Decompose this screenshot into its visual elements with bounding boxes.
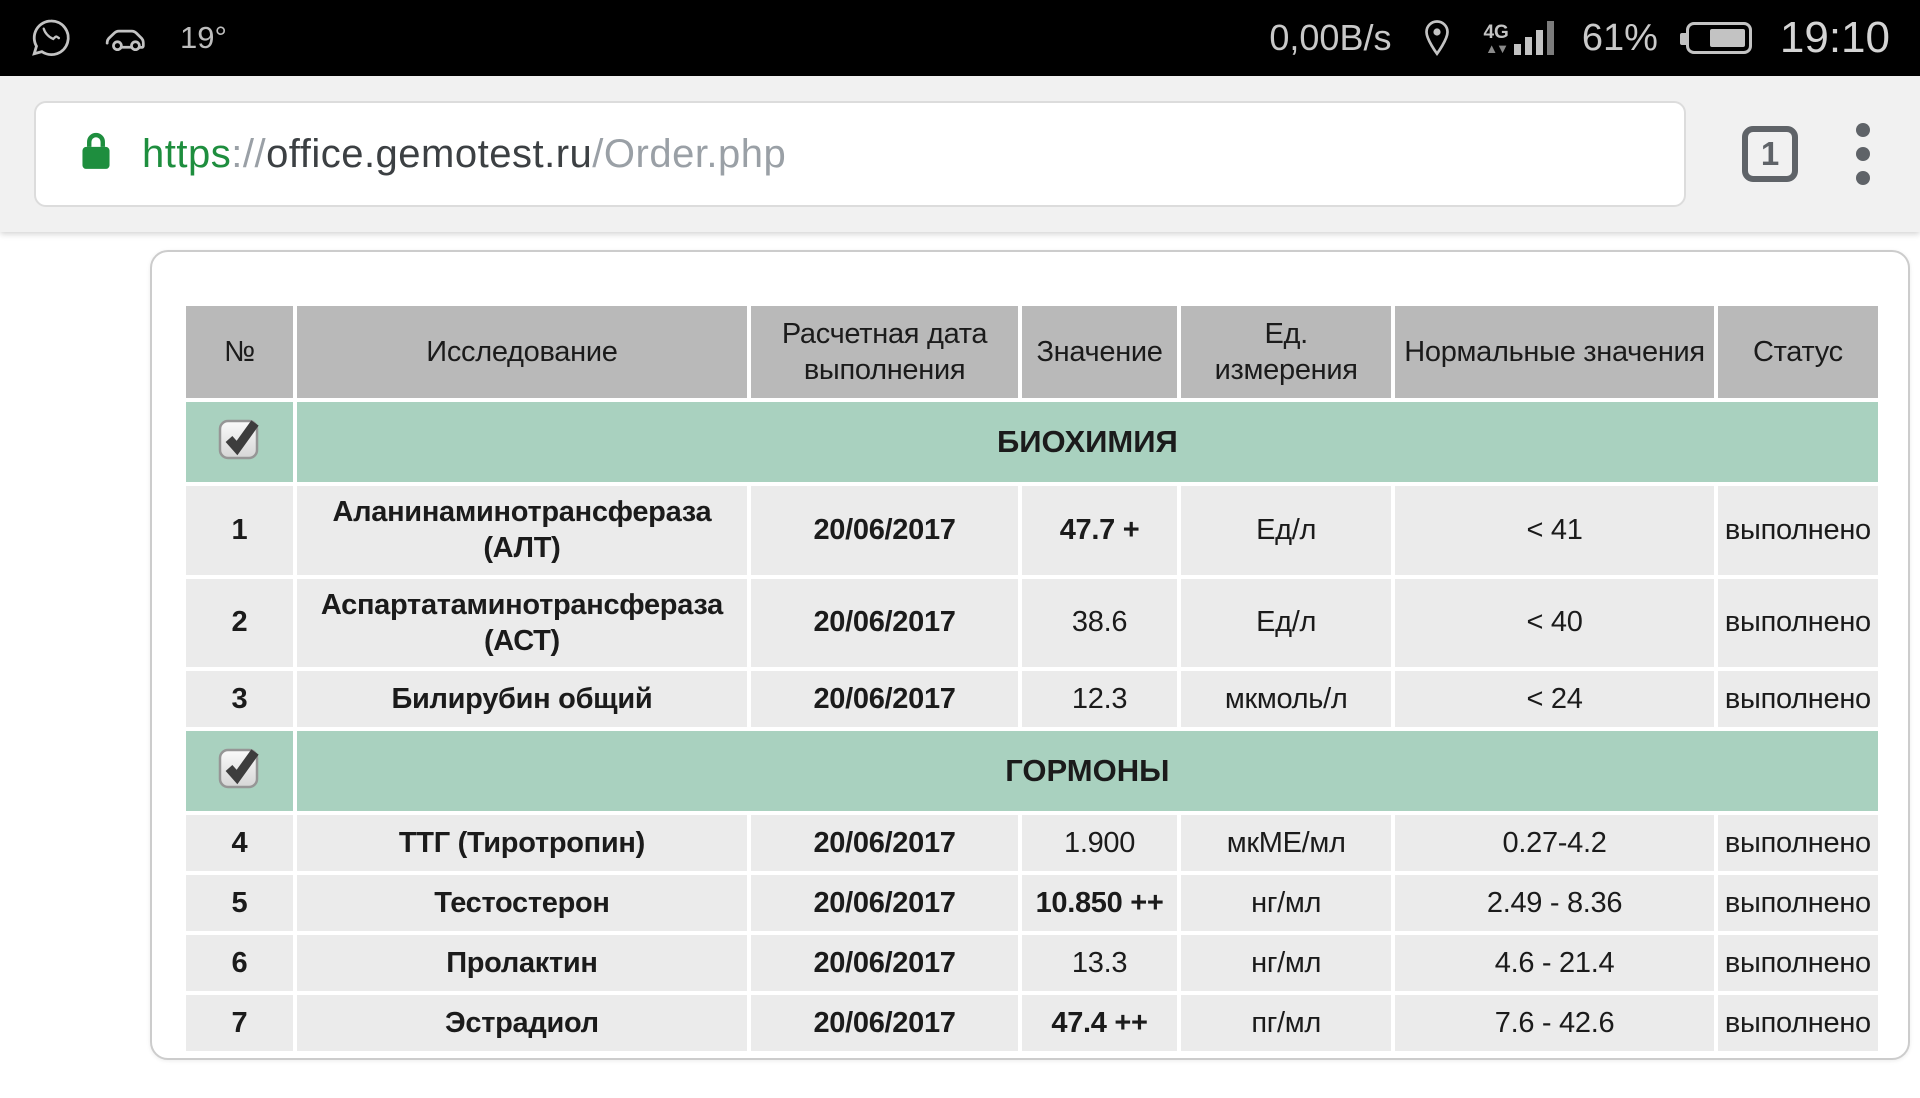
header-normal-range: Нормальные значения [1395, 306, 1714, 398]
cell-norm: 2.49 - 8.36 [1395, 875, 1714, 931]
network-speed: 0,00B/s [1269, 17, 1392, 58]
section-title: ГОРМОНЫ [297, 731, 1878, 811]
table-row [186, 815, 1878, 871]
whatsapp-icon [30, 17, 72, 59]
cell-value: 38.6 [1022, 579, 1177, 668]
table-row [186, 579, 1878, 668]
cell-norm: < 40 [1395, 579, 1714, 668]
cell-num: 5 [186, 875, 293, 931]
section-checkbox-cell[interactable] [186, 731, 293, 811]
cell-num: 4 [186, 815, 293, 871]
cell-norm: 7.6 - 42.6 [1395, 995, 1714, 1051]
header-value: Значение [1022, 306, 1177, 398]
cell-value: 10.850 ++ [1022, 875, 1177, 931]
tab-switcher-button[interactable] [1742, 126, 1798, 182]
browser-menu-button[interactable] [1850, 117, 1876, 191]
car-icon [102, 21, 150, 55]
data-arrows-icon: ▲▼ [1485, 41, 1508, 56]
url-separator: :// [231, 131, 267, 176]
cell-value: 1.900 [1022, 815, 1177, 871]
signal-bars-icon [1514, 21, 1554, 55]
cell-norm: 0.27-4.2 [1395, 815, 1714, 871]
temperature-indicator: 19° [180, 20, 227, 55]
cell-value: 13.3 [1022, 935, 1177, 991]
cell-num: 1 [186, 486, 293, 575]
url-host: office.gemotest.ru [266, 131, 593, 176]
section-checkbox-cell[interactable] [186, 402, 293, 482]
cell-num: 3 [186, 671, 293, 727]
partial-next-row [182, 1059, 1878, 1060]
cell-status: выполнено [1718, 671, 1878, 727]
location-icon [1419, 18, 1455, 58]
section-title: БИОХИМИЯ [297, 402, 1878, 482]
section-header-row [186, 731, 1878, 811]
table-row [186, 486, 1878, 575]
url-scheme: https [142, 131, 232, 176]
cell-unit: нг/мл [1181, 935, 1391, 991]
cell-status: выполнено [1718, 579, 1878, 668]
cell-status: выполнено [1718, 995, 1878, 1051]
cell-name: Аланинаминотрансфераза (АЛТ) [297, 486, 747, 575]
page-content [0, 250, 1920, 1098]
cell-status: выполнено [1718, 486, 1878, 575]
cell-date: 20/06/2017 [751, 875, 1018, 931]
results-card [150, 250, 1910, 1060]
clock: 19:10 [1779, 13, 1890, 62]
url-bar[interactable] [34, 101, 1686, 207]
header-due-date: Расчетная дата выполнения [751, 306, 1018, 398]
url-path: /Order.php [592, 131, 787, 176]
section-checkbox[interactable] [216, 744, 262, 790]
table-row [186, 995, 1878, 1051]
cell-num: 7 [186, 995, 293, 1051]
cell-date: 20/06/2017 [751, 935, 1018, 991]
table-header-row [186, 306, 1878, 398]
battery-icon [1686, 22, 1752, 54]
header-number: № [186, 306, 293, 398]
cell-unit: мкмоль/л [1181, 671, 1391, 727]
cell-unit: Ед/л [1181, 486, 1391, 575]
cell-value: 47.4 ++ [1022, 995, 1177, 1051]
cell-name: Пролактин [297, 935, 747, 991]
cell-date: 20/06/2017 [751, 671, 1018, 727]
table-row [186, 671, 1878, 727]
cell-unit: Ед/л [1181, 579, 1391, 668]
cell-name: Тестостерон [297, 875, 747, 931]
cell-norm: 4.6 - 21.4 [1395, 935, 1714, 991]
results-table-body [186, 402, 1878, 1051]
cell-value: 12.3 [1022, 671, 1177, 727]
section-checkbox[interactable] [216, 415, 262, 461]
cell-unit: нг/мл [1181, 875, 1391, 931]
cell-name: Эстрадиол [297, 995, 747, 1051]
cell-name: ТТГ (Тиротропин) [297, 815, 747, 871]
cell-num: 2 [186, 579, 293, 668]
cell-date: 20/06/2017 [751, 995, 1018, 1051]
results-table [182, 302, 1882, 1055]
network-type: 4G [1483, 22, 1509, 43]
url-text[interactable] [142, 132, 786, 177]
cell-status: выполнено [1718, 815, 1878, 871]
cell-date: 20/06/2017 [751, 486, 1018, 575]
lock-icon[interactable] [78, 130, 114, 179]
cell-unit: пг/мл [1181, 995, 1391, 1051]
cell-date: 20/06/2017 [751, 579, 1018, 668]
tab-count: 1 [1760, 135, 1780, 172]
battery-percent: 61% [1581, 16, 1658, 59]
table-row [186, 935, 1878, 991]
cell-value: 47.7 + [1022, 486, 1177, 575]
cell-name: Аспартатаминотрансфераза (АСТ) [297, 579, 747, 668]
cell-unit: мкМЕ/мл [1181, 815, 1391, 871]
header-test-name: Исследование [297, 306, 747, 398]
section-header-row [186, 402, 1878, 482]
header-status: Статус [1718, 306, 1878, 398]
cell-norm: < 24 [1395, 671, 1714, 727]
cell-date: 20/06/2017 [751, 815, 1018, 871]
cell-status: выполнено [1718, 935, 1878, 991]
signal-4g-icon [1483, 21, 1553, 55]
header-unit: Ед. измерения [1181, 306, 1391, 398]
cell-norm: < 41 [1395, 486, 1714, 575]
status-bar [0, 0, 1920, 76]
cell-name: Билирубин общий [297, 671, 747, 727]
table-row [186, 875, 1878, 931]
browser-toolbar [0, 76, 1920, 232]
cell-num: 6 [186, 935, 293, 991]
cell-status: выполнено [1718, 875, 1878, 931]
